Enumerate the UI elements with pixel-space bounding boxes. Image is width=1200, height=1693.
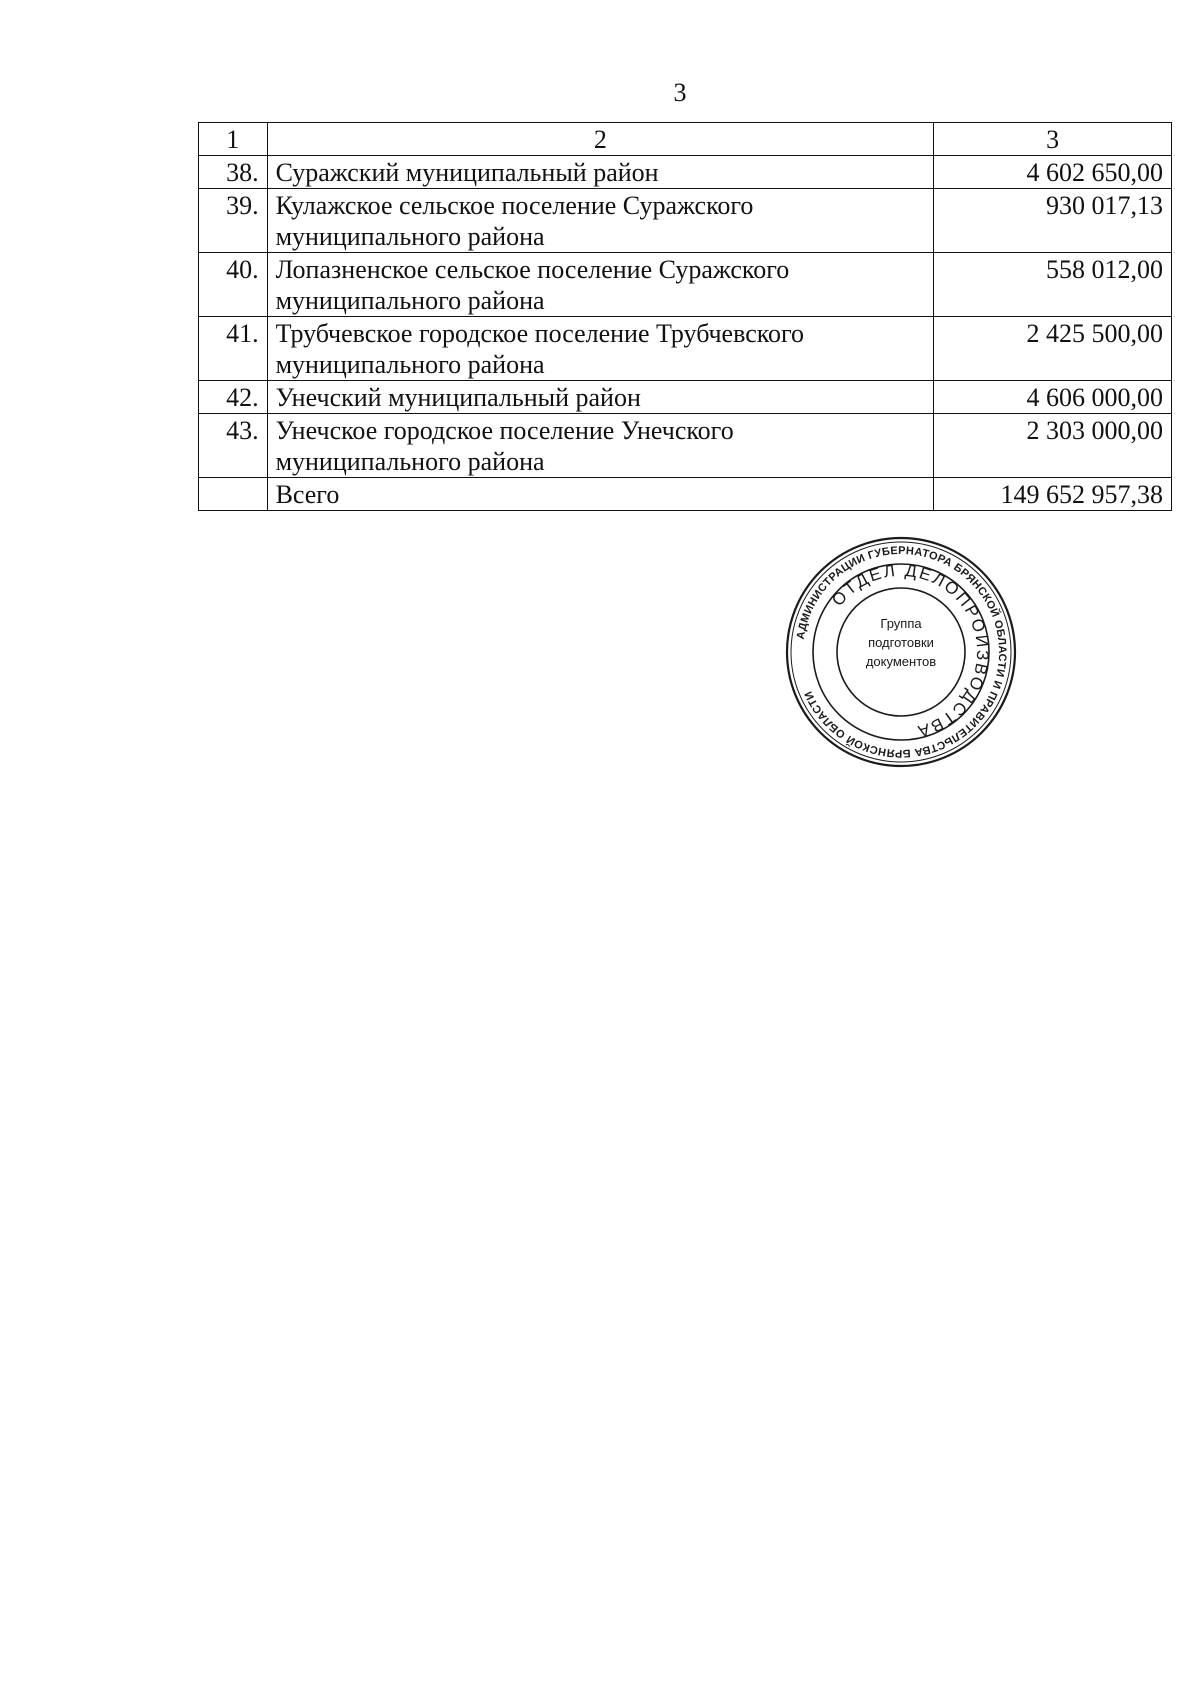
amount-value: 558 012,00 xyxy=(934,253,1172,317)
column-header: 1 xyxy=(199,123,268,156)
stamp-middle-text: ОТДЕЛ ДЕЛОПРОИЗВОДСТВА xyxy=(828,560,993,742)
table-row xyxy=(199,253,1172,317)
amount-value: 930 017,13 xyxy=(934,189,1172,253)
municipality-name: Кулажское сельское поселение Суражского муниципального района xyxy=(267,189,934,253)
table-header-row xyxy=(199,123,1172,156)
row-number: 38. xyxy=(199,156,268,189)
row-number: 39. xyxy=(199,189,268,253)
stamp-inner-text xyxy=(783,614,1019,671)
table-row xyxy=(199,317,1172,381)
total-amount: 149 652 957,38 xyxy=(934,478,1172,511)
municipality-name: Трубчевское городское поселение Трубчевского муниципального района xyxy=(267,317,934,381)
table-row xyxy=(199,189,1172,253)
official-stamp xyxy=(783,534,1019,770)
amount-value: 2 303 000,00 xyxy=(934,414,1172,478)
stamp-inner-line: подготовки xyxy=(868,635,934,650)
row-number: 42. xyxy=(199,381,268,414)
row-number: 43. xyxy=(199,414,268,478)
row-number: 41. xyxy=(199,317,268,381)
stamp-outer-text: АДМИНИСТРАЦИИ ГУБЕРНАТОРА БРЯНСКОЙ ОБЛАСТИ И ПРАВИТЕЛЬСТВА БРЯНСКОЙ ОБЛАСТИ xyxy=(794,544,1009,760)
table-row xyxy=(199,414,1172,478)
table-row xyxy=(199,156,1172,189)
page-number: 3 xyxy=(673,78,687,107)
total-row xyxy=(199,478,1172,511)
column-header: 2 xyxy=(267,123,934,156)
municipality-name: Суражский муниципальный район xyxy=(267,156,934,189)
stamp-inner-line: Группа xyxy=(880,616,922,631)
amount-value: 2 425 500,00 xyxy=(934,317,1172,381)
total-label: Всего xyxy=(267,478,934,511)
stamp-inner-line: документов xyxy=(865,654,937,669)
row-number: 40. xyxy=(199,253,268,317)
municipality-name: Унечский муниципальный район xyxy=(267,381,934,414)
table-row xyxy=(199,381,1172,414)
amount-value: 4 602 650,00 xyxy=(934,156,1172,189)
allocation-table xyxy=(198,122,1172,511)
column-header: 3 xyxy=(934,123,1172,156)
municipality-name: Унечское городское поселение Унечского муниципального района xyxy=(267,414,934,478)
total-empty-cell xyxy=(199,478,268,511)
municipality-name: Лопазненское сельское поселение Суражского муниципального района xyxy=(267,253,934,317)
amount-value: 4 606 000,00 xyxy=(934,381,1172,414)
